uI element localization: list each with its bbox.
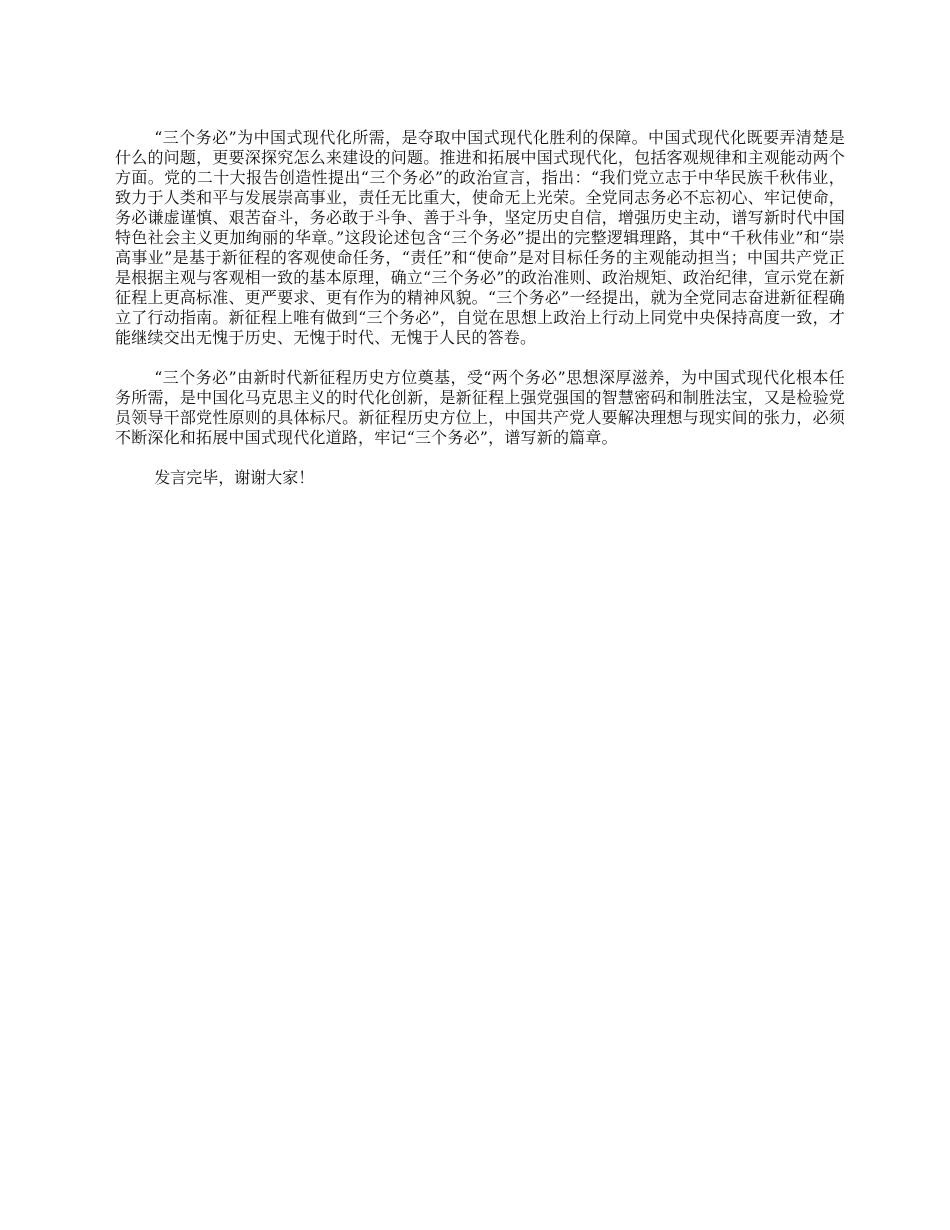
paragraph-2: “三个务必”由新时代新征程历史方位奠基，受“两个务必”思想深厚滋养，为中国式现代化根本任务所需，是中国化马克思主义的时代化创新，是新征程上强党强国的智慧密码和制胜法宝，又是检验党员领导干部党性原则的具体标尺。新征程历史方位上，中国共产党人要解决理想与现实间的张力，必须不断深化和拓展中国式现代化道路，牢记“三个务必”，谱写新的篇章。 [115, 368, 845, 447]
document-body [115, 128, 845, 488]
closing-remark: 发言完毕，谢谢大家！ [154, 468, 315, 487]
paragraph-1: “三个务必”为中国式现代化所需，是夺取中国式现代化胜利的保障。中国式现代化既要弄清楚是什么的问题，更要深探究怎么来建设的问题。推进和拓展中国式现代化，包括客观规律和主观能动两个方面。党的二十大报告创造性提出“三个务必”的政治宣言，指出：“我们党立志于中华民族千秋伟业，致力于人类和平与发展崇高事业，责任无比重大，使命无上光荣。全党同志务必不忘初心、牢记使命，务必谦虚谨慎、艰苦奋斗，务必敢于斗争、善于斗争，坚定历史自信，增强历史主动，谱写新时代中国特色社会主义更加绚丽的华章。”这段论述包含“三个务必”提出的完整逻辑理路，其中“千秋伟业”和“崇高事业”是基于新征程的客观使命任务，“责任”和“使命”是对目标任务的主观能动担当；中国共产党正是根据主观与客观相一致的基本原理，确立“三个务必”的政治准则、政治规矩、政治纪律，宣示党在新征程上更高标准、更严要求、更有作为的精神风貌。“三个务必”一经提出，就为全党同志奋进新征程确立了行动指南。新征程上唯有做到“三个务必”，自觉在思想上政治上行动上同党中央保持高度一致，才能继续交出无愧于历史、无愧于时代、无愧于人民的答卷。 [115, 128, 845, 347]
